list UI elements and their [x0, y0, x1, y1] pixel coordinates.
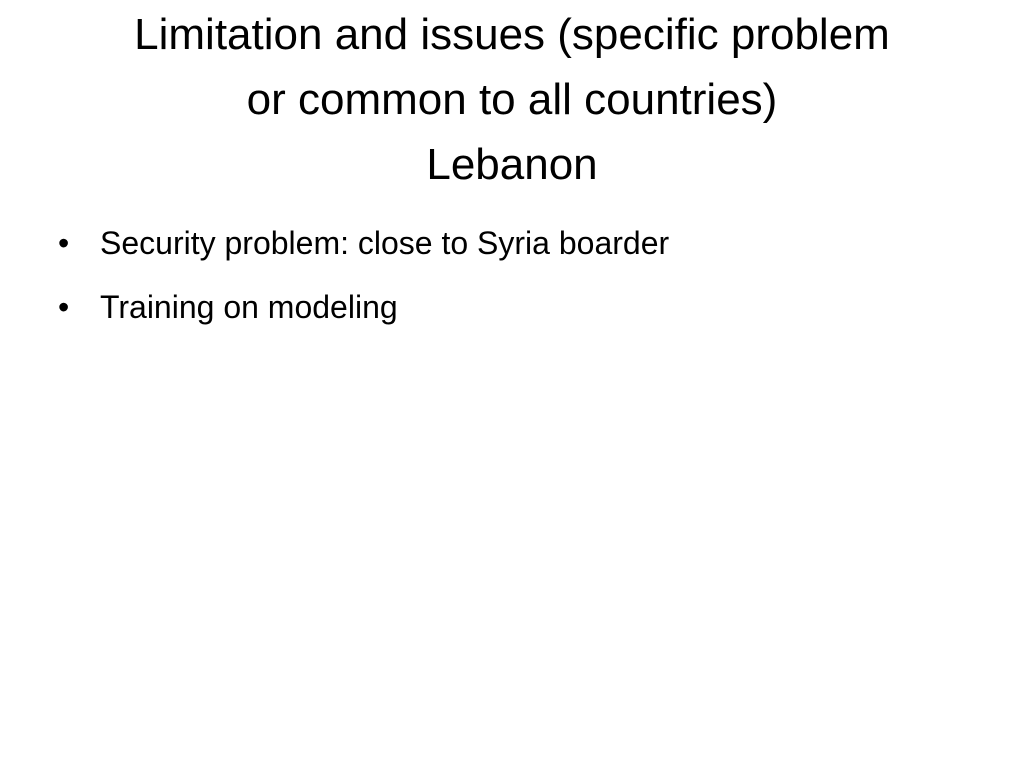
title-line: Limitation and issues (specific problem — [134, 10, 890, 59]
bullet-icon: • — [58, 225, 70, 261]
bullet-list — [56, 214, 966, 342]
list-item — [56, 214, 966, 278]
title-line: or common to all countries) — [246, 75, 778, 124]
bullet-text: Training on modeling — [100, 289, 398, 325]
title-line: Lebanon — [426, 140, 598, 189]
slide-title — [40, 0, 984, 197]
bullet-icon: • — [58, 289, 70, 325]
bullet-text: Security problem: close to Syria boarder — [100, 225, 670, 261]
list-item — [56, 278, 966, 342]
